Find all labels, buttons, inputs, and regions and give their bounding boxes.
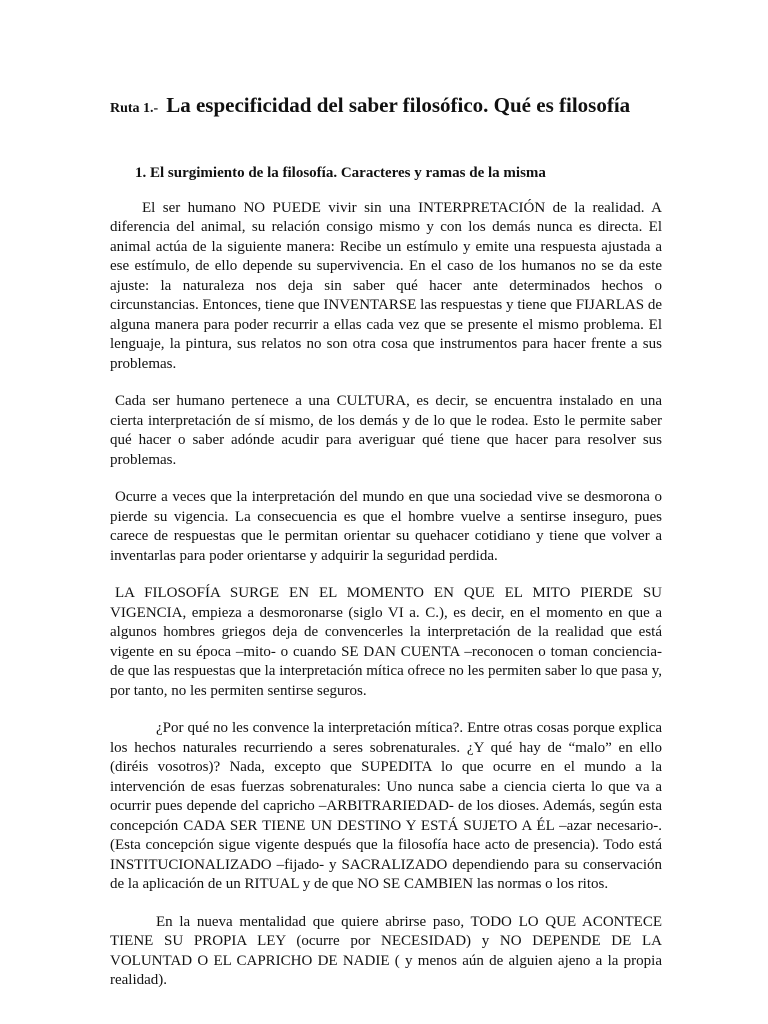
page-title (110, 82, 662, 120)
section-heading: 1. El surgimiento de la filosofía. Caracteres y ramas de la misma (135, 165, 546, 182)
paragraph-6: En la nueva mentalidad que quiere abrirse paso, TODO LO QUE ACONTECE TIENE SU PROPIA LEY (ocurre por NECESIDAD) y NO DEPENDE DE LA VOLUNTAD O EL CAPRICHO DE NADIE ( y menos aún de alguien ajeno a la propia realidad). (110, 913, 662, 989)
paragraph-2: Cada ser humano pertenece a una CULTURA, es decir, se encuentra instalado en una cierta interpretación de sí mismo, de los demás y de lo que le rodea. Esto le permite saber qué hacer o saber adónde acudir para averiguar qué tiene que hacer para resolver sus problemas. (110, 393, 662, 468)
document-page (110, 82, 662, 1009)
paragraph-5: ¿Por qué no les convence la interpretación mítica?. Entre otras cosas porque explica los hechos naturales recurriendo a seres sobrenaturales. ¿Y qué hay de “malo” en ello (diréis vosotros)? Nada, excepto que SUPEDITA lo que ocurre en el mundo a la intervención de esas fuerzas sobrenaturales: Uno nunca sabe a ciencia cierta lo que va a ocurrir pues depende del capricho –ARBITRARIEDAD- de los dioses. Además, según esta concepción CADA SER TIENE UN DESTINO Y ESTÁ SUJETO A ÉL –azar necesario-. (Esta concepción sigue vigente después que la filosofía hace acto de presencia). Todo está INSTITUCIONALIZADO –fijado- y SACRALIZADO dependiendo para su conservación de la aplicación de un RITUAL y de que NO SE CAMBIEN las normas o los ritos. (110, 720, 662, 893)
title-text: La especificidad del saber filosófico. Qué es filosofía (166, 93, 631, 117)
paragraph-1: El ser humano NO PUEDE vivir sin una INTERPRETACIÓN de la realidad. A diferencia del animal, su relación consigo mismo y con los demás nunca es directa. El animal actúa de la siguiente manera: Recibe un estímulo y emite una respuesta ajustada a ese estímulo, de ello depende su supervivencia. En el caso de los humanos no se da este ajuste: la naturaleza nos deja sin saber qué hacer ante determinados hechos o circunstancias. Entonces, tiene que INVENTARSE las respuestas y tiene que FIJARLAS de alguna manera para poder recurrir a ellas cada vez que se presente el mismo problema. El lenguaje, la pintura, sus relatos no son otra cosa que instrumentos para hacer frente a sus problemas. (110, 199, 662, 372)
paragraph-3: Ocurre a veces que la interpretación del mundo en que una sociedad vive se desmorona o pierde su vigencia. La consecuencia es que el hombre vuelve a sentirse inseguro, pues carece de respuestas que le permitan orientar su quehacer cotidiano y tiene que volver a inventarlas para poder orientarse y adquirir la seguridad perdida. (110, 489, 662, 564)
paragraph-4: LA FILOSOFÍA SURGE EN EL MOMENTO EN QUE EL MITO PIERDE SU VIGENCIA, empieza a desmoronarse (siglo VI a. C.), es decir, en el momento en que a algunos hombres griegos deja de convencerles la interpretación de la realidad que está vigente en su época –mito- o cuando SE DAN CUENTA –reconocen o toman conciencia- de que las respuestas que la interpretación mítica ofrece no les permiten saber lo que pasa y, por tanto, no les permiten sentirse seguros. (110, 585, 662, 699)
ruta-label: Ruta 1.- (110, 101, 159, 116)
